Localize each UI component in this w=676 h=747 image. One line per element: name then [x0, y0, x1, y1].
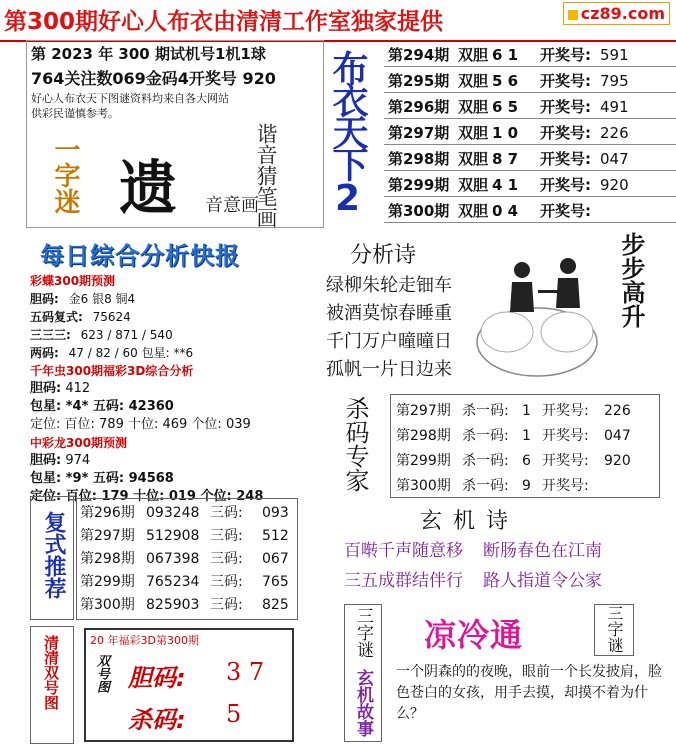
label: 胆码: — [30, 292, 59, 306]
period: 第299期 — [80, 574, 135, 590]
pair: 4 1 — [492, 176, 519, 194]
riddle-character: 遗 — [119, 154, 178, 222]
double-chart-header: 20 年福彩3D第300期 — [90, 634, 199, 647]
one-char-riddle-label: 一字迷 — [50, 136, 80, 214]
draw-number: 226 — [600, 124, 629, 142]
period: 第295期 — [388, 72, 450, 90]
double-chart-vlabel: 双号图 — [94, 654, 109, 693]
daily-report-panel — [30, 272, 330, 506]
mystic-poem-title: 玄 机 诗 — [420, 509, 510, 534]
numbers: 093248 — [146, 505, 200, 521]
row-divider — [384, 170, 676, 171]
draw-label: 开奖号: — [542, 453, 589, 469]
row-divider — [384, 118, 676, 119]
draw-label: 开奖号: — [540, 202, 591, 220]
label: 双胆 — [458, 124, 489, 142]
draw-label: 开奖号: — [542, 428, 589, 444]
period: 第298期 — [396, 428, 451, 444]
period: 第300期 — [396, 478, 451, 494]
draw-label: 开奖号: — [540, 46, 591, 64]
label: 三三三: — [30, 328, 71, 342]
top-left-panel — [26, 40, 324, 228]
label: 三码: — [210, 597, 243, 613]
value: 623 / 871 / 540 — [80, 328, 173, 342]
value: 47 / 82 / 60 包星: **6 — [68, 346, 194, 360]
code: 512 — [262, 528, 289, 544]
people-on-cloud-icon — [472, 232, 602, 392]
draw-number: 047 — [604, 428, 631, 444]
draw-number: 591 — [600, 46, 629, 64]
draw-number: 795 — [600, 72, 629, 90]
lottery-history-row — [388, 200, 640, 221]
draw-number: 920 — [600, 176, 629, 194]
draw-number: 920 — [604, 453, 631, 469]
section-title: 中彩龙300期预测 — [30, 436, 128, 450]
dan-value: 3 7 — [226, 658, 265, 686]
period: 第298期 — [80, 551, 135, 567]
pair: 6 5 — [492, 98, 519, 116]
label: 五码复式: — [30, 310, 83, 324]
numbers: 765234 — [146, 574, 200, 590]
title-bar — [0, 0, 676, 42]
code: 9 — [522, 478, 531, 494]
label: 三码: — [210, 574, 243, 590]
compound-row — [80, 594, 292, 614]
value: 金6 银8 铜4 — [68, 292, 136, 306]
lottery-history-row — [388, 70, 640, 91]
draw-label: 开奖号: — [540, 124, 591, 142]
label: 杀一码: — [462, 428, 509, 444]
label: 三码: — [210, 551, 243, 567]
value: 75624 — [92, 310, 131, 324]
riddle-hint-words-2: 音意画 — [205, 195, 259, 216]
draw-number: 491 — [600, 98, 629, 116]
code: 6 — [522, 453, 531, 469]
period: 第298期 — [388, 150, 450, 168]
code: 825 — [262, 597, 289, 613]
poem-line: 孤帆一片日边来 — [326, 359, 452, 380]
riddle-right-label: 三字谜 — [605, 605, 624, 653]
story-label: 玄机故事 — [353, 669, 373, 737]
dan-label: 胆码: — [128, 664, 186, 692]
period: 第300期 — [388, 202, 450, 220]
riddle-left-label: 三字谜 — [353, 607, 373, 658]
section-title: 千年虫300期福彩3D综合分析 — [30, 364, 194, 378]
brand-logo-text: 布衣天下2 — [327, 50, 368, 215]
code: 067 — [262, 551, 289, 567]
period: 第297期 — [396, 403, 451, 419]
compound-row — [80, 502, 292, 522]
page-title: 第300期好心人布衣由清清工作室独家提供 — [4, 9, 444, 35]
value: 定位: 百位: 789 十位: 469 个位: 039 — [30, 417, 251, 432]
label: 两码: — [30, 346, 59, 360]
compound-title: 复式推荐 — [41, 511, 66, 599]
row-divider — [384, 196, 676, 197]
label: 双胆 — [458, 98, 489, 116]
step-up-text: 步步高升 — [617, 232, 645, 328]
riddle-right-box — [594, 604, 634, 656]
value: 412 — [65, 381, 91, 396]
poem-lines — [326, 272, 452, 384]
lottery-history-row — [388, 122, 640, 143]
kill-expert-row — [396, 425, 638, 445]
code: 1 — [522, 428, 531, 444]
trial-number-line: 第 2023 年 300 期试机号1机1球 — [31, 45, 266, 63]
label: 双胆 — [458, 46, 489, 64]
kill-expert-row — [396, 400, 638, 420]
double-chart-side-title: 清清双号图 — [42, 635, 60, 710]
value: 974 — [65, 453, 91, 468]
numbers: 067398 — [146, 551, 200, 567]
illustration-image — [472, 232, 602, 392]
draw-number: 047 — [600, 150, 629, 168]
row-divider — [384, 92, 676, 93]
numbers: 825903 — [146, 597, 200, 613]
poem-line: 绿柳朱轮走钿车 — [326, 275, 452, 296]
label: 双胆 — [458, 202, 489, 220]
label: 双胆 — [458, 176, 489, 194]
kill-expert-row — [396, 450, 638, 470]
compound-row — [80, 525, 292, 545]
label: 胆码: — [30, 381, 62, 396]
draw-label: 开奖号: — [540, 176, 591, 194]
lottery-history-row — [388, 96, 640, 117]
sha-value: 5 — [226, 700, 242, 728]
label: 胆码: — [30, 453, 62, 468]
period: 第299期 — [396, 453, 451, 469]
daily-report-banner: 每日综合分析快报 — [40, 242, 240, 270]
pair: 6 1 — [492, 46, 519, 64]
value: 定位: 百位: 179 十位: 019 个位: 248 — [30, 489, 264, 504]
pair: 5 6 — [492, 72, 519, 90]
compound-row — [80, 571, 292, 591]
section-title: 彩蝶300期预测 — [30, 274, 116, 288]
kill-expert-title: 杀码专家 — [341, 396, 369, 492]
numbers: 512908 — [146, 528, 200, 544]
poem-line: 三五成群结伴行 — [344, 571, 463, 591]
label: 杀一码: — [462, 478, 509, 494]
riddle-story-text: 一个阴森的的夜晚，眼前一个长发披肩，脸色苍白的女孩，用手去摸，却摸不着为什么？ — [396, 664, 662, 722]
sha-label: 杀码: — [128, 706, 186, 734]
disclaimer-line-2: 供彩民谨慎参考。 — [31, 107, 119, 120]
double-chart-side — [30, 626, 74, 744]
label: 双胆 — [458, 150, 489, 168]
value: 包星: *9* 五码: 94568 — [30, 471, 174, 486]
compound-title-box — [30, 496, 74, 620]
lottery-history-row — [388, 174, 640, 195]
draw-label: 开奖号: — [542, 403, 589, 419]
disclaimer-line: 好心人布衣天下图谜资料均来自各大网站 — [31, 92, 229, 105]
period: 第300期 — [80, 597, 135, 613]
code: 1 — [522, 403, 531, 419]
label: 三码: — [210, 505, 243, 521]
period: 第296期 — [80, 505, 135, 521]
pair: 0 4 — [492, 202, 519, 220]
poem-title: 分析诗 — [350, 243, 417, 268]
lottery-history-row — [388, 148, 640, 169]
double-chart-panel — [84, 628, 294, 742]
riddle-hint-words: 谐音猜笔画 — [254, 123, 278, 228]
period: 第297期 — [388, 124, 450, 142]
draw-number: 226 — [604, 403, 631, 419]
code: 765 — [262, 574, 289, 590]
logo-icon — [568, 10, 578, 20]
lottery-history-row — [388, 44, 640, 65]
draw-label: 开奖号: — [540, 98, 591, 116]
pair: 8 7 — [492, 150, 519, 168]
watermark-text: cz89.com — [580, 4, 665, 23]
poem-line: 百啭千声随意移 — [344, 541, 463, 561]
poem-line: 千门万户曈曈日 — [326, 331, 452, 352]
draw-label: 开奖号: — [540, 72, 591, 90]
pair: 1 0 — [492, 124, 519, 142]
label: 杀一码: — [462, 453, 509, 469]
focus-number-line: 764关注数069金码4开奖号 920 — [31, 69, 276, 88]
riddle-title: 凉冷通 — [424, 616, 524, 654]
value: 包星: *4* 五码: 42360 — [30, 399, 174, 414]
poem-line: 被酒莫惊春睡重 — [326, 303, 452, 324]
period: 第299期 — [388, 176, 450, 194]
riddle-left-box — [344, 604, 382, 742]
draw-label: 开奖号: — [542, 478, 589, 494]
draw-label: 开奖号: — [540, 150, 591, 168]
period: 第297期 — [80, 528, 135, 544]
label: 双胆 — [458, 72, 489, 90]
compound-row — [80, 548, 292, 568]
poem-line: 路人指道令公家 — [483, 571, 602, 591]
watermark-link[interactable] — [563, 2, 670, 25]
row-divider — [384, 222, 676, 223]
label: 杀一码: — [462, 403, 509, 419]
period: 第296期 — [388, 98, 450, 116]
code: 093 — [262, 505, 289, 521]
label: 三码: — [210, 528, 243, 544]
row-divider — [384, 66, 676, 67]
kill-expert-row — [396, 475, 638, 495]
row-divider — [384, 144, 676, 145]
poem-line: 断肠春色在江南 — [483, 541, 602, 561]
mystic-poem-lines — [344, 536, 664, 596]
period: 第294期 — [388, 46, 450, 64]
